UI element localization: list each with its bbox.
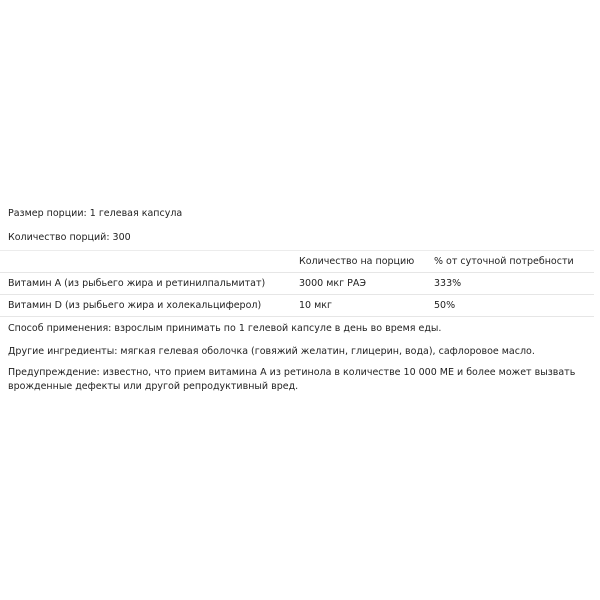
header-daily-value: % от суточной потребности [434, 256, 574, 267]
serving-size: Размер порции: 1 гелевая капсула [8, 208, 183, 219]
header-amount-per-serving: Количество на порцию [299, 256, 415, 267]
nutrient-daily-value: 50% [434, 300, 456, 311]
nutrient-amount: 3000 мкг РАЭ [299, 278, 366, 289]
table-row [0, 272, 594, 294]
nutrient-name: Витамин D (из рыбьего жира и холекальциферол) [8, 300, 262, 311]
nutrition-table [0, 250, 594, 317]
nutrient-daily-value: 333% [434, 278, 462, 289]
table-header-row [0, 250, 594, 272]
other-ingredients: Другие ингредиенты: мягкая гелевая оболочка (говяжий желатин, глицерин, вода), сафлоровое масло. [8, 346, 535, 357]
usage-directions: Способ применения: взрослым принимать по 1 гелевой капсуле в день во время еды. [8, 323, 442, 334]
warning-line-1: Предупреждение: известно, что прием витамина А из ретинола в количестве 10 000 МЕ и более может вызвать [8, 367, 576, 378]
nutrient-name: Витамин A (из рыбьего жира и ретинилпальмитат) [8, 278, 266, 289]
nutrient-amount: 10 мкг [299, 300, 333, 311]
warning-text [8, 366, 588, 394]
table-row [0, 294, 594, 317]
servings-per-container: Количество порций: 300 [8, 232, 131, 243]
warning-line-2: врожденные дефекты или другой репродуктивный вред. [8, 381, 299, 392]
